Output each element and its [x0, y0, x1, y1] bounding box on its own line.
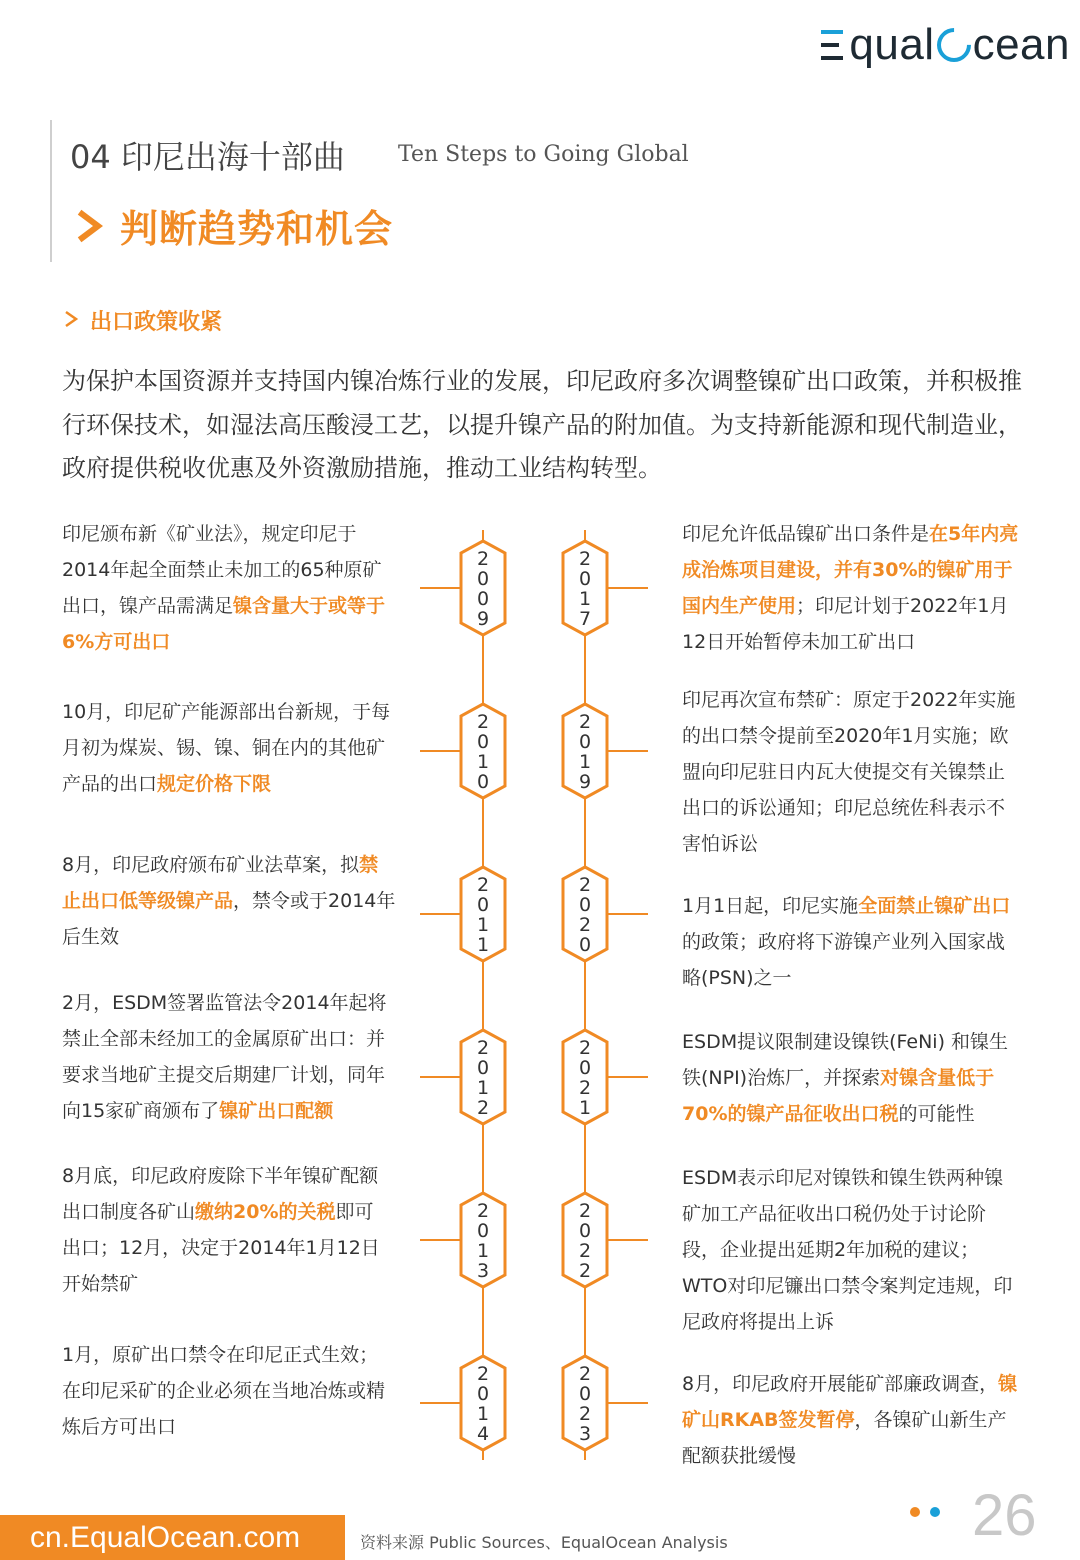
year-digit-2013-2: 1 — [476, 1240, 490, 1262]
year-digit-2009-2: 0 — [476, 588, 490, 610]
year-digit-2023-0: 2 — [578, 1363, 592, 1385]
event-2011-text-end: ，禁令或于2014年后生效 — [62, 890, 396, 948]
event-2017-highlight: 在5年内亮成治炼项目建设，并有30%的镍矿用于国内生产使用 — [682, 523, 1019, 617]
event-2021-highlight: 对镍含量低于70%的镍产品征收出口税 — [682, 1067, 995, 1125]
year-digit-2014-3: 4 — [476, 1423, 490, 1445]
event-2012 — [62, 985, 392, 1129]
year-digit-2017-2: 1 — [578, 588, 592, 610]
year-digit-2014-2: 1 — [476, 1403, 490, 1425]
year-digit-2012-2: 1 — [476, 1077, 490, 1099]
year-digit-2020-0: 2 — [578, 874, 592, 896]
year-digit-2019-1: 0 — [578, 731, 592, 753]
year-digit-2013-1: 0 — [476, 1220, 490, 1242]
year-digit-2023-3: 3 — [578, 1423, 592, 1445]
chapter-subtitle-en: Ten Steps to Going Global — [398, 142, 689, 167]
year-digit-2014-0: 2 — [476, 1363, 490, 1385]
year-digit-2010-0: 2 — [476, 711, 490, 733]
event-2021-text-end: 的可能性 — [898, 1103, 975, 1125]
event-2020-text-end: 的政策；政府将下游镍产业列入国家战略(PSN)之一 — [682, 931, 1006, 989]
year-digit-2010-3: 0 — [476, 771, 490, 793]
event-2021-text: ESDM提议限制建设镍铁(FeNi) 和镍生铁(NPI)治炼厂，并探索 — [682, 1031, 1009, 1089]
year-digit-2019-0: 2 — [578, 711, 592, 733]
year-digit-2017-3: 7 — [578, 608, 592, 630]
event-2023-text-end: ，各镍矿山新生产配额获批缓慢 — [682, 1409, 1007, 1467]
event-2022 — [682, 1160, 1022, 1340]
year-digit-2009-3: 9 — [476, 608, 490, 630]
year-digit-2011-0: 2 — [476, 874, 490, 896]
event-2022-text: ESDM表示印尼对镍铁和镍生铁两种镍矿加工产品征收出口税仍处于讨论阶段，企业提出延期2年加税的建议；WTO对印尼镰出口禁令案判定违规，印尼政府将提出上诉 — [682, 1167, 1013, 1333]
event-2009-text: 印尼颁布新《矿业法》，规定印尼于2014年起全面禁止未加工的65种原矿出口，镍产品需满足 — [62, 523, 382, 617]
year-digit-2011-3: 1 — [476, 934, 490, 956]
event-2013 — [62, 1158, 392, 1302]
page-title-text: 判断趋势和机会 — [120, 207, 394, 251]
year-digit-2023-1: 0 — [578, 1383, 592, 1405]
year-digit-2010-2: 1 — [476, 751, 490, 773]
year-digit-2019-3: 9 — [578, 771, 592, 793]
year-digit-2022-3: 2 — [578, 1260, 592, 1282]
event-2023 — [682, 1366, 1022, 1474]
year-digit-2021-1: 0 — [578, 1057, 592, 1079]
event-2021 — [682, 1024, 1022, 1132]
year-digit-2012-1: 0 — [476, 1057, 490, 1079]
event-2017-text: 印尼允许低品镍矿出口条件是 — [682, 523, 930, 545]
logo-text-2: cean — [972, 20, 1070, 69]
year-digit-2022-0: 2 — [578, 1200, 592, 1222]
event-2011-text: 8月，印尼政府颁布矿业法草案，拟 — [62, 854, 360, 876]
year-digit-2017-1: 0 — [578, 568, 592, 590]
year-digit-2017-0: 2 — [578, 548, 592, 570]
year-digit-2021-0: 2 — [578, 1037, 592, 1059]
event-2017 — [682, 516, 1022, 660]
logo-text-1: qual — [849, 20, 935, 69]
event-2020 — [682, 888, 1022, 996]
year-digit-2013-0: 2 — [476, 1200, 490, 1222]
year-digit-2021-3: 1 — [578, 1097, 592, 1119]
year-digit-2023-2: 2 — [578, 1403, 592, 1425]
intro-paragraph: 为保护本国资源并支持国内镍冶炼行业的发展，印尼政府多次调整镍矿出口政策，并积极推行环保技术，如湿法高压酸浸工艺，以提升镍产品的附加值。为支持新能源和现代制造业，政府提供税收优惠及外资激励措施，推动工业结构转型。 — [62, 367, 1022, 482]
event-2020-highlight: 全面禁止镍矿出口 — [858, 895, 1011, 917]
event-2009-highlight: 镍含量大于或等于6%方可出口 — [62, 595, 386, 653]
year-digit-2014-1: 0 — [476, 1383, 490, 1405]
year-digit-2020-1: 0 — [578, 894, 592, 916]
source-note: 资料来源 Public Sources、EqualOcean Analysis — [360, 1533, 728, 1552]
event-2014-text: 1月，原矿出口禁令在印尼正式生效；在印尼采矿的企业必须在当地冶炼或精炼后方可出口 — [62, 1344, 386, 1438]
chapter-title: 04 印尼出海十部曲 — [70, 138, 345, 176]
year-digit-2020-3: 0 — [578, 934, 592, 956]
event-2012-highlight: 镍矿出口配额 — [219, 1100, 334, 1122]
year-digit-2021-2: 2 — [578, 1077, 592, 1099]
event-2012-text: 2月，ESDM签署监管法令2014年起将禁止全部未经加工的金属原矿出口：并要求当地矿主提交后期建厂计划，同年向15家矿商颁布了 — [62, 992, 387, 1122]
year-digit-2009-1: 0 — [476, 568, 490, 590]
year-digit-2012-0: 2 — [476, 1037, 490, 1059]
year-digit-2019-2: 1 — [578, 751, 592, 773]
section-title: 出口政策收紧 — [90, 310, 223, 335]
event-2013-text-end: 即可出口；12月，决定于2014年1月12日开始禁矿 — [62, 1201, 380, 1295]
decorative-dots — [910, 1507, 940, 1517]
event-2010-text: 10月，印尼矿产能源部出台新规，于每月初为煤炭、锡、镍、铜在内的其他矿产品的出口 — [62, 701, 391, 795]
event-2020-text: 1月1日起，印尼实施 — [682, 895, 859, 917]
orange-dot-icon — [910, 1507, 920, 1517]
year-digit-2022-2: 2 — [578, 1240, 592, 1262]
year-digit-2012-3: 2 — [476, 1097, 490, 1119]
blue-dot-icon — [930, 1507, 940, 1517]
event-2011-highlight: 禁止出口低等级镍产品 — [62, 854, 379, 912]
year-digit-2020-2: 2 — [578, 914, 592, 936]
year-digit-2011-1: 0 — [476, 894, 490, 916]
page-number: 26 — [972, 1483, 1037, 1548]
event-2014 — [62, 1337, 392, 1445]
year-digit-2013-3: 3 — [476, 1260, 490, 1282]
event-2017-text-end: ；印尼计划于2022年1月12日开始暂停未加工矿出口 — [682, 595, 1009, 653]
event-2009 — [62, 516, 397, 660]
event-2023-text: 8月，印尼政府开展能矿部廉政调查， — [682, 1373, 999, 1395]
site-url-link[interactable]: cn.EqualOcean.com — [0, 1515, 345, 1560]
event-2019 — [682, 682, 1022, 862]
event-2010-highlight: 规定价格下限 — [157, 773, 272, 795]
event-2011 — [62, 847, 397, 955]
year-digit-2022-1: 0 — [578, 1220, 592, 1242]
event-2019-text: 印尼再次宣布禁矿：原定于2022年实施的出口禁令提前至2020年1月实施；欧盟向印尼驻日内瓦大使提交有关镍禁止出口的诉讼通知；印尼总统佐科表示不害怕诉讼 — [682, 689, 1016, 855]
year-digit-2011-2: 1 — [476, 914, 490, 936]
year-digit-2009-0: 2 — [476, 548, 490, 570]
year-digit-2010-1: 0 — [476, 731, 490, 753]
event-2010 — [62, 694, 397, 802]
event-2013-highlight: 缴纳20%的关税 — [195, 1201, 336, 1223]
event-2013-text: 8月底，印尼政府废除下半年镍矿配额出口制度各矿山 — [62, 1165, 379, 1223]
event-2023-highlight: 镍矿山RKAB签发暂停 — [682, 1373, 1018, 1431]
